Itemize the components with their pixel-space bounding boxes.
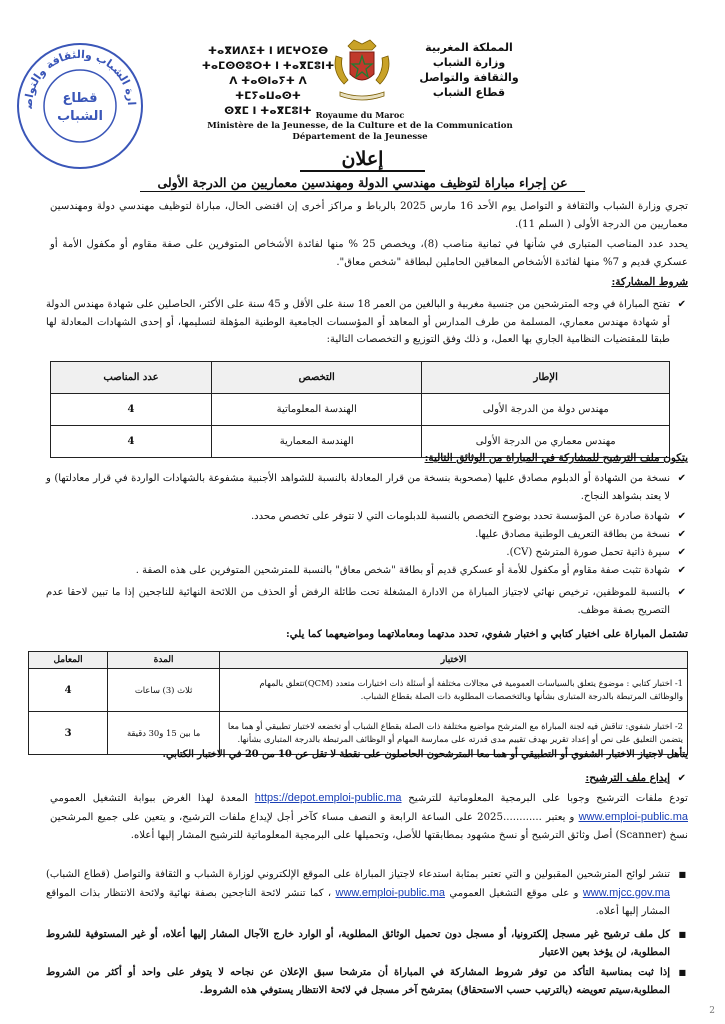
checkmark-icon: ✔	[677, 773, 686, 784]
posts-paragraph: يحدد عدد المناصب المتبارى في شأنها في ثمانية مناصب (8)، ويخصص 25 % منها لفائدة الأشخاص المتوفرين على صفة مقاوم أو مكفول الأمة أو عسكري قديم و 7% منها لفائدة الأشخاص المعاقين الحاملين لبطاقة "شخص معاق".	[50, 239, 689, 268]
table-header-cell: الإطار	[422, 362, 670, 394]
mjcc-link[interactable]: www.mjcc.gov.ma	[582, 887, 671, 899]
tifinagh-line: ⵙⴳⵎ ⵏ ⵜⴰⴳⵎⵓⵏⵜ	[224, 105, 312, 117]
section-file: يتكون ملف الترشيح للمشاركة في المباراة من الوثائق التالية:	[424, 452, 688, 464]
checkmark-icon: ✔	[677, 511, 686, 522]
depot-link[interactable]: https://depot.emploi-public.ma	[254, 792, 402, 804]
conditions-item	[46, 296, 686, 349]
table-header-cell: عدد المناصب	[51, 362, 212, 394]
rejection-item	[46, 926, 686, 961]
header-french	[150, 110, 570, 143]
arabic-line: وزارة الشباب	[432, 56, 506, 69]
table-cell: الهندسة المعمارية	[211, 426, 421, 458]
page-number: 2	[709, 1006, 715, 1016]
positions-table	[50, 361, 670, 458]
tifinagh-line: ⴷ ⵜⴰⵙⵏⴰⵢⵜ ⴷ ⵜⵎⵢⴰⵡⴰⵙⵜ	[229, 75, 307, 102]
square-bullet-icon: ■	[678, 930, 686, 939]
tifinagh-line: ⵜⴰⴳⵍⴷⵉⵜ ⵏ ⵍⵎⵖⵔⵉⴱ	[207, 45, 329, 57]
table-header-row	[51, 362, 670, 394]
page-title: إعلان	[300, 148, 425, 172]
checkmark-icon: ✔	[677, 299, 686, 310]
table-header-cell: المدة	[108, 652, 220, 669]
publish-item	[46, 866, 686, 921]
table-cell: مهندس دولة من الدرجة الأولى	[422, 394, 670, 426]
ministere-line: Ministère de la Jeunesse, de la Culture et de la Communication	[207, 121, 513, 131]
table-row	[29, 669, 688, 712]
checkmark-icon: ✔	[677, 547, 686, 558]
table-cell: ما بين 15 و30 دقيقة	[108, 712, 220, 755]
publish-text-a: تنشر لوائح المترشحين المقبولين و التي تعتبر بمثابة استدعاء لاجتياز المباراة على الموقع الإلكتروني لوزارة الشباب و الثقافة والتواصل (قطاع الشباب)	[46, 869, 670, 880]
file-item-text: نسخة من بطاقة التعريف الوطنية مصادق عليها.	[475, 529, 670, 540]
conditions-text: تفتح المباراة في وجه المترشحين من جنسية مغربية و البالغين من العمر 18 سنة على الأقل و 45 سنة على الأكثر، الحاصلين على شهادة مهندس الدولة أو شهادة مهندس معماري، المسلمة من طرف المدارس أو المعاهد أو المؤسسات الجامعية الوطنية المؤهلة لتسليمها، أو إحدى الشهادات المعادلة لها طبقا للمقتضيات النظامية الجاري بها العمل، و ذلك وفق التوزيع و التخصصات التالية:	[46, 299, 670, 345]
deposit-section-heading	[46, 770, 686, 788]
tifinagh-line: ⵜⴰⵎⵙⵙⵓⵔⵜ ⵏ ⵜⴰⴳⵎⵓⵏⵜ	[201, 60, 335, 72]
publish-text	[46, 866, 670, 921]
deposit-paragraph	[50, 789, 688, 845]
deposit-text-c: و يعتبر ............2025 على الساعة الرابعة و النصف مساء كآخر أجل لإيداع ملفات الترشيح، و يتعين على جميع المرشحين نسخ (Scanner) أصل وثائق الترشيح أو نسخ مشهود بمطابقتها للأصل، وتحميلها على البرمجية المعلوماتية للترشيح المشار إليها أعلاه.	[50, 812, 688, 841]
file-item	[46, 526, 686, 544]
exams-table	[28, 651, 688, 755]
table-header-cell: الاختبار	[220, 652, 688, 669]
table-cell: 4	[29, 669, 108, 712]
arabic-line: المملكة المغربية	[425, 41, 513, 54]
file-item-text: سيرة ذاتية تحمل صورة المترشح (CV).	[506, 547, 670, 558]
royal-emblem-icon	[326, 36, 398, 106]
table-cell: مهندس معماري من الدرجة الأولى	[422, 426, 670, 458]
file-item	[46, 544, 686, 562]
header-arabic	[394, 40, 544, 100]
intro-paragraph: تجري وزارة الشباب والثقافة و التواصل يوم الأحد 16 مارس 2025 بالرباط و مراكز أخرى إن اقتضى الحال، مباراة لتوظيف مهندسي دولة ومهندسين معماريين من الدرجة الأولى ( السلم 11).	[50, 201, 688, 230]
publish-text-c: ، كما تنشر لائحة الناجحين بصفة نهائية ولائحة الانتظار بذات المواقع المشار إليها أعلاه.	[46, 888, 670, 917]
deposit-text-b: المعدة لهذا الغرض ببوابة التشغيل العمومي	[50, 793, 249, 804]
departement-line: Département de la Jeunesse	[292, 132, 428, 142]
checkmark-icon: ✔	[677, 529, 686, 540]
arabic-line: قطاع الشباب	[432, 86, 506, 99]
stamp-center-line1: قطاع	[62, 91, 98, 106]
stamp-center-line2: الشباب	[57, 109, 103, 124]
file-item-text: بالنسبة للموظفين، ترخيص نهائي لاجتياز المباراة من الادارة المشغلة تحت طائلة الرفض أو الحذف من اللائحة النهائية للناجحين إذا ما تبين لاحقا عدم التصريح بصفة موظف.	[46, 587, 670, 616]
rejection-text: كل ملف ترشيح غير مسجل إلكترونيا، أو مسجل دون تحميل الوثائق المطلوبة، أو الوارد خارج الآجال المشار إليها أعلاه، أو غير المستوفية للشروط المطلوبة، لن يؤخذ بعين الاعتبار	[46, 929, 670, 958]
emploi-public-link-2[interactable]: www.emploi-public.ma	[335, 887, 445, 899]
arabic-line: والثقافة والتواصل	[419, 71, 519, 84]
square-bullet-icon: ■	[678, 968, 686, 977]
file-item	[46, 562, 686, 580]
table-cell: 4	[51, 394, 212, 426]
table-cell: 4	[51, 426, 212, 458]
section-conditions: شروط المشاركة:	[611, 276, 688, 288]
stamp-ring-text: ارة الشباب والثقافة والتواص	[21, 47, 139, 109]
emploi-public-link[interactable]: www.emploi-public.ma	[578, 811, 688, 823]
checkmark-icon: ✔	[677, 565, 686, 576]
table-cell: ثلاث (3) ساعات	[108, 669, 220, 712]
header-tifinagh	[198, 44, 338, 119]
royaume-line: Royaume du Maroc	[315, 110, 405, 120]
deposit-text-a: تودع ملفات الترشيح وجوبا على البرمجية المعلوماتية للترشيح	[408, 793, 688, 804]
table-header-cell: المعامل	[29, 652, 108, 669]
file-item-text: شهادة صادرة عن المؤسسة تحدد بوضوح التخصص بالنسبة للدبلومات التي لا تتوفر على تخصص محدد.	[250, 511, 670, 522]
official-stamp	[14, 40, 146, 172]
exam-note: يتأهل لاجتياز الاختبار الشفوي أو التطبيقي أو هما معا المترشحون الحاصلون على نقطة لا تقل عن 10 من 20 في الاختبار الكتابي.	[162, 749, 688, 760]
file-item	[46, 470, 686, 505]
checkmark-icon: ✔	[677, 473, 686, 484]
publish-text-b: و على موقع التشغيل العمومي	[449, 888, 579, 899]
file-item	[46, 508, 686, 526]
file-item-text: شهادة تثبت صفة مقاوم أو مكفول للأمة أو عسكري قديم أو بطاقة "شخص معاق" بالنسبة للمترشحين المتوفرين على هذه الصفة .	[135, 565, 670, 576]
table-header-cell: التخصص	[211, 362, 421, 394]
table-header-row	[29, 652, 688, 669]
table-cell: 2- اختبار شفوي: تناقش فيه لجنة المباراة مع المترشح مواضيع مختلفة ذات الصلة بقطاع الشباب أو تخضعه لاختبار تطبيقي أو هما معا يتضمن التعليق على نص أو إعداد تقرير بهدف تقييم مدى قدرته على ممارسة المهام أو الوظائف المرتبطة بالدرجة المتبارى بشأنها.	[220, 712, 688, 755]
table-row	[51, 394, 670, 426]
table-cell: الهندسة المعلوماتية	[211, 394, 421, 426]
exam-intro: تشتمل المباراة على اختبار كتابي و اختبار شفوي، تحدد مدتهما ومعاملاتهما ومواضيعهما كما يلي:	[285, 628, 688, 640]
table-cell: 3	[29, 712, 108, 755]
section-deposit: إيداع ملف الترشيح:	[585, 772, 670, 784]
page-subtitle: عن إجراء مباراة لتوظيف مهندسي الدولة ومهندسين معماريين من الدرجة الأولى	[140, 174, 585, 192]
final-note-item	[46, 964, 686, 999]
checkmark-icon: ✔	[677, 587, 686, 598]
final-note-text: إذا ثبت بمناسبة التأكد من توفر شروط المشاركة في المباراة أن مترشحا سبق الإعلان عن نجاحه لا يتوفر على واحد أو أكثر من الشروط المطلوبة،سيتم تعويضه (بالترتيب حسب الاستحقاق) بمترشح آخر مسجل في لائحة الانتظار يستوفي هذه الشروط.	[46, 967, 670, 996]
file-item-text: نسخة من الشهادة أو الدبلوم مصادق عليها (مصحوبة بنسخة من قرار المعادلة بالنسبة للشواهد الأجنبية مشفوعة بالشهادات الواردة في قرار معادلتها) و لا يعتد بشواهد النجاح.	[46, 473, 670, 502]
table-cell: 1- اختبار كتابي : موضوع يتعلق بالسياسات العمومية في مجالات مختلفة أو أسئلة ذات اختيارات متعدد (QCM)تتعلق بالمهام والوظائف المرتبطة بالدرجة المتبارى بشأنها وبالتخصصات المطلوبة ذات الصلة بقطاع الشباب.	[220, 669, 688, 712]
square-bullet-icon: ■	[678, 870, 686, 879]
file-item	[46, 584, 686, 619]
